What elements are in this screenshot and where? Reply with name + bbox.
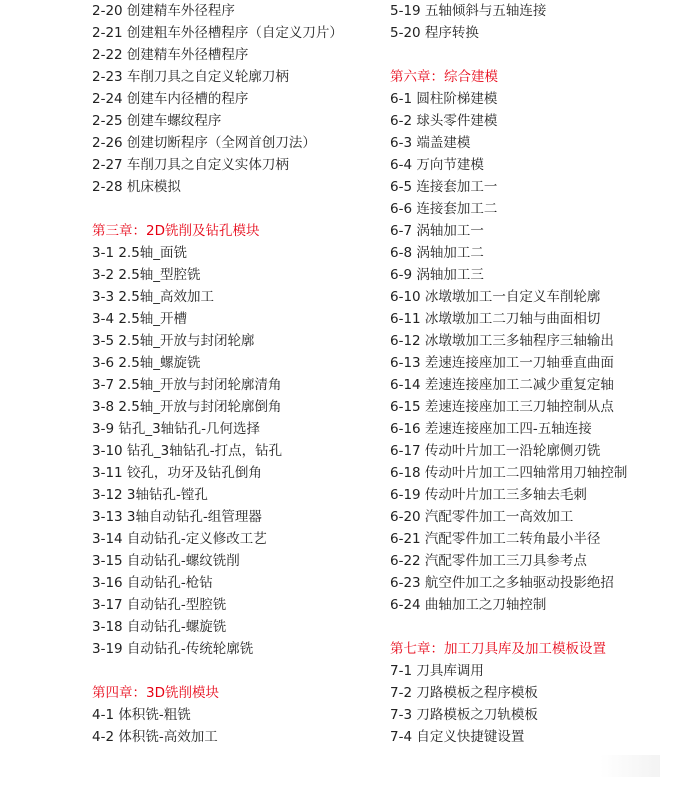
toc-item: 6-16 差速连接座加工四-五轴连接 (390, 421, 592, 437)
toc-item: 4-1 体积铣-粗铣 (92, 707, 191, 723)
toc-item: 2-27 车削刀具之自定义实体刀柄 (92, 157, 289, 173)
toc-item: 7-3 刀路模板之刀轨模板 (390, 707, 538, 723)
toc-item: 6-18 传动叶片加工二四轴常用刀轴控制 (390, 465, 628, 481)
spacer (92, 660, 382, 682)
right-column (390, 0, 690, 748)
toc-item: 3-1 2.5轴_面铣 (92, 245, 188, 261)
toc-item: 6-20 汽配零件加工一高效加工 (390, 509, 574, 525)
toc-item: 7-1 刀具库调用 (390, 663, 484, 679)
toc-item: 6-8 涡轴加工二 (390, 245, 484, 261)
toc-item: 2-22 创建精车外径槽程序 (92, 47, 249, 63)
toc-item: 3-7 2.5轴_开放与封闭轮廓清角 (92, 377, 282, 393)
toc-item: 5-19 五轴倾斜与五轴连接 (390, 3, 547, 19)
toc-item: 3-15 自动钻孔-螺纹铣削 (92, 553, 240, 569)
toc-item: 6-3 端盖建模 (390, 135, 471, 151)
toc-item: 3-17 自动钻孔-型腔铣 (92, 597, 227, 613)
toc-item: 3-18 自动钻孔-螺旋铣 (92, 619, 227, 635)
toc-item: 6-1 圆柱阶梯建模 (390, 91, 498, 107)
toc-item: 6-10 冰墩墩加工一自定义车削轮廓 (390, 289, 601, 305)
spacer (390, 44, 690, 66)
toc-item: 2-23 车削刀具之自定义轮廓刀柄 (92, 69, 289, 85)
toc-item: 2-21 创建粗车外径槽程序（自定义刀片） (92, 25, 343, 41)
toc-item: 7-4 自定义快捷键设置 (390, 729, 525, 745)
toc-item: 3-16 自动钻孔-枪钻 (92, 575, 213, 591)
toc-item: 2-25 创建车螺纹程序 (92, 113, 222, 129)
toc-item: 6-24 曲轴加工之刀轴控制 (390, 597, 547, 613)
toc-item: 6-15 差速连接座加工三刀轴控制从点 (390, 399, 614, 415)
toc-item: 6-17 传动叶片加工一沿轮廓侧刃铣 (390, 443, 601, 459)
toc-item: 3-10 钻孔_3轴钻孔-打点，钻孔 (92, 443, 283, 459)
toc-item: 6-5 连接套加工一 (390, 179, 498, 195)
toc-item: 2-26 创建切断程序（全网首创刀法） (92, 135, 316, 151)
toc-item: 6-12 冰墩墩加工三多轴程序三轴输出 (390, 333, 614, 349)
toc-item: 3-3 2.5轴_高效加工 (92, 289, 215, 305)
toc-item: 6-11 冰墩墩加工二刀轴与曲面相切 (390, 311, 601, 327)
toc-item: 4-2 体积铣-高效加工 (92, 729, 218, 745)
corner-fade (600, 755, 660, 777)
toc-item: 6-13 差速连接座加工一刀轴垂直曲面 (390, 355, 614, 371)
toc-item: 3-19 自动钻孔-传统轮廓铣 (92, 641, 254, 657)
toc-item: 6-4 万向节建模 (390, 157, 484, 173)
toc-item: 6-19 传动叶片加工三多轴去毛刺 (390, 487, 587, 503)
toc-item: 3-4 2.5轴_开槽 (92, 311, 188, 327)
toc-item: 2-28 机床模拟 (92, 179, 181, 195)
toc-item: 6-2 球头零件建模 (390, 113, 498, 129)
toc-item: 3-8 2.5轴_开放与封闭轮廓倒角 (92, 399, 282, 415)
toc-item: 3-2 2.5轴_型腔铣 (92, 267, 201, 283)
toc-item: 3-13 3轴自动钻孔-组管理器 (92, 509, 262, 525)
toc-item: 7-2 刀路模板之程序模板 (390, 685, 538, 701)
toc-item: 3-12 3轴钻孔-镗孔 (92, 487, 208, 503)
toc-item: 3-11 铰孔，功牙及钻孔倒角 (92, 465, 262, 481)
left-column (92, 0, 382, 748)
toc-item: 3-5 2.5轴_开放与封闭轮廓 (92, 333, 255, 349)
toc-item: 2-20 创建精车外径程序 (92, 3, 235, 19)
toc-item: 6-22 汽配零件加工三刀具参考点 (390, 553, 587, 569)
toc-item: 6-9 涡轴加工三 (390, 267, 484, 283)
spacer (92, 198, 382, 220)
toc-item: 6-6 连接套加工二 (390, 201, 498, 217)
chapter-heading: 第三章：2D铣削及钻孔模块 (92, 223, 260, 239)
toc-item: 3-6 2.5轴_螺旋铣 (92, 355, 201, 371)
toc-item: 6-21 汽配零件加工二转角最小半径 (390, 531, 601, 547)
toc-item: 3-9 钻孔_3轴钻孔-几何选择 (92, 421, 261, 437)
toc-item: 6-14 差速连接座加工二减少重复定轴 (390, 377, 614, 393)
chapter-heading: 第六章：综合建模 (390, 69, 498, 85)
chapter-heading: 第七章：加工刀具库及加工模板设置 (390, 641, 606, 657)
toc-item: 3-14 自动钻孔-定义修改工艺 (92, 531, 267, 547)
spacer (390, 616, 690, 638)
chapter-heading: 第四章：3D铣削模块 (92, 685, 219, 701)
toc-item: 6-23 航空件加工之多轴驱动投影绝招 (390, 575, 614, 591)
toc-item: 5-20 程序转换 (390, 25, 479, 41)
toc-item: 6-7 涡轴加工一 (390, 223, 484, 239)
toc-item: 2-24 创建车内径槽的程序 (92, 91, 249, 107)
